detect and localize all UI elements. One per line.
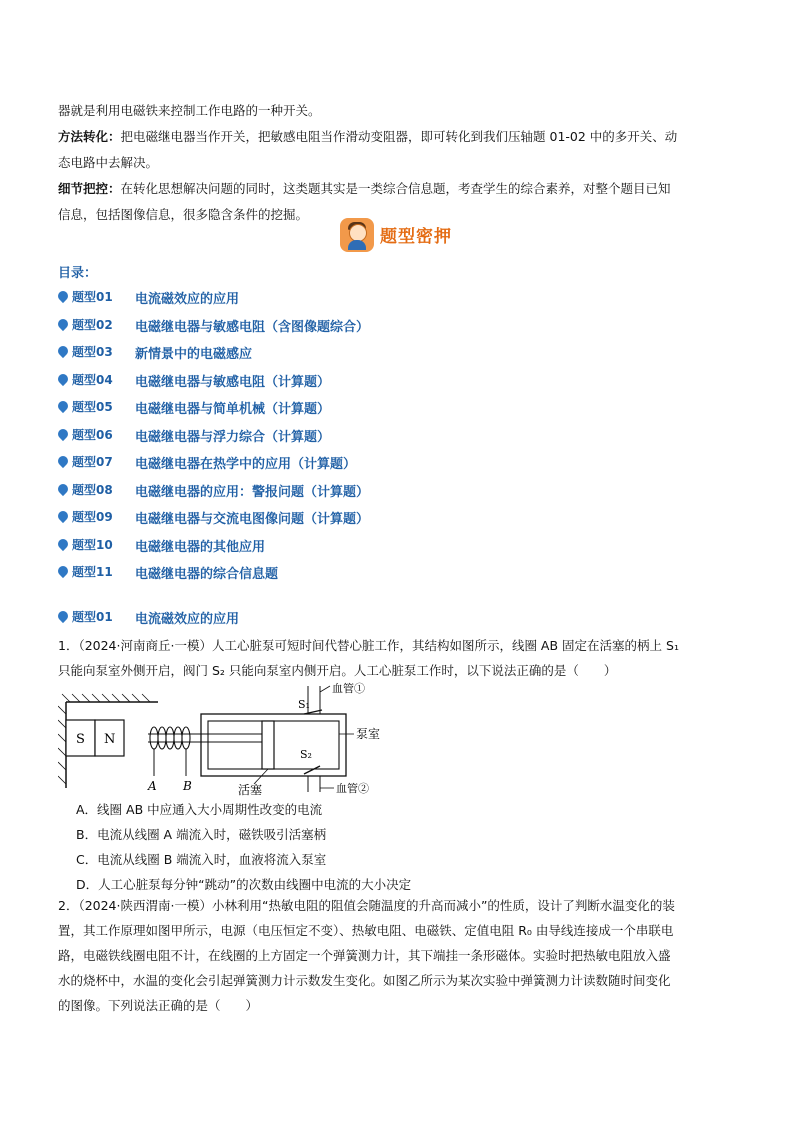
method-text: 把电磁继电器当作开关，把敏感电阻当作滑动变阻器，即可转化到我们压轴题 01-02 中的多开关、动 xyxy=(120,129,678,144)
method-label: 方法转化： xyxy=(58,129,121,144)
section-title: 电流磁效应的应用 xyxy=(135,612,240,627)
method-paragraph-cont: 态电路中去解决。 xyxy=(58,155,159,170)
location-pin-icon xyxy=(56,609,70,623)
method-paragraph xyxy=(58,124,740,150)
q1-line-2: 只能向泵室外侧开启，阀门 S₂ 只能向泵室内侧开启。人工心脏泵工作时，以下说法正确的是（ ） xyxy=(58,663,617,678)
toc-item-code: 题型04 xyxy=(72,372,113,387)
q1-option-b: B．电流从线圈 A 端流入时，磁铁吸引活塞柄 xyxy=(76,827,327,842)
toc-item-title: 电磁继电器与敏感电阻（计算题） xyxy=(135,374,331,390)
q1-option-c: C．电流从线圈 B 端流入时，血液将流入泵室 xyxy=(76,852,327,867)
toc-item-title: 电磁继电器在热学中的应用（计算题） xyxy=(135,457,357,472)
toc-item-code: 题型09 xyxy=(72,510,113,524)
coil xyxy=(150,727,190,749)
detail-paragraph-cont: 信息，包括图像信息，很多隐含条件的挖掘。 xyxy=(58,207,309,222)
location-pin-icon xyxy=(56,371,70,385)
location-pin-icon xyxy=(56,509,70,523)
q2-line-3: 路，电磁铁线圈电阻不计，在线圈的上方固定一个弹簧测力计，其下端挂一条形磁体。实验时把热敏电阻放入盛 xyxy=(58,948,671,963)
intro-line-1: 器就是利用电磁铁来控制工作电路的一种开关。 xyxy=(58,103,321,118)
q1-line-1: 1．（2024·河南商丘·一模）人工心脏泵可短时间代替心脏工作，其结构如图所示，线圈 AB 固定在活塞的柄上 S₁ xyxy=(58,638,679,653)
q2-line-4: 水的烧杯中，水温的变化会引起弹簧测力计示数发生变化。如图乙所示为某次实验中弹簧测力计读数随时间变化 xyxy=(58,973,671,988)
piston xyxy=(262,721,274,769)
location-pin-icon xyxy=(56,481,70,495)
magnet-s-label: S xyxy=(76,732,85,747)
detail-paragraph xyxy=(58,176,740,202)
q2-line-5: 的图像。下列说法正确的是（ ） xyxy=(58,998,259,1013)
toc-item-title: 电磁继电器与敏感电阻（含图像题综合） xyxy=(135,319,370,335)
toc-item-code: 题型06 xyxy=(72,427,113,442)
toc-item-code: 题型05 xyxy=(72,400,113,414)
piston-label: 活塞 xyxy=(238,783,263,796)
toc-item-title: 电磁继电器与交流电图像问题（计算题） xyxy=(135,512,370,527)
toc-item-title: 新情景中的电磁感应 xyxy=(135,347,253,362)
toc-item-title: 电磁继电器的应用：警报问题（计算题） xyxy=(135,484,370,500)
location-pin-icon xyxy=(56,316,70,330)
q2-line-2: 置，其工作原理如图甲所示，电源（电压恒定不变）、热敏电阻、电磁铁、定值电阻 R₀ 由导线连接成一个串联电 xyxy=(58,923,674,938)
toc-item-code: 题型01 xyxy=(72,290,113,304)
detail-label: 细节把控： xyxy=(58,181,121,196)
toc-item-code: 题型10 xyxy=(72,537,113,552)
location-pin-icon xyxy=(56,289,70,303)
location-pin-icon xyxy=(56,454,70,468)
detail-text: 在转化思想解决问题的同时，这类题其实是一类综合信息题，考查学生的综合素养，对整个题目已知 xyxy=(120,181,671,196)
section-code: 题型01 xyxy=(72,610,113,624)
vessel-2-label: 血管② xyxy=(336,782,369,795)
toc-item-code: 题型11 xyxy=(72,565,113,579)
coil-label-a: A xyxy=(148,779,157,793)
location-pin-icon xyxy=(56,564,70,578)
q1-option-a: A．线圈 AB 中应通入大小周期性改变的电流 xyxy=(76,802,323,817)
q1-option-d: D．人工心脏泵每分钟“跳动”的次数由线圈中电流的大小决定 xyxy=(76,877,412,892)
toc-item-code: 题型08 xyxy=(72,482,113,497)
toc-item-title: 电流磁效应的应用 xyxy=(135,292,240,307)
badge-text: 题型密押 xyxy=(380,227,452,247)
toc-item-title: 电磁继电器与浮力综合（计算题） xyxy=(135,429,331,445)
location-pin-icon xyxy=(56,344,70,358)
location-pin-icon xyxy=(56,426,70,440)
toc-item-title: 电磁继电器与简单机械（计算题） xyxy=(135,402,331,417)
location-pin-icon xyxy=(56,399,70,413)
q1-figure xyxy=(58,680,388,796)
s2-label: S₂ xyxy=(300,748,312,761)
toc-item-code: 题型02 xyxy=(72,317,113,332)
magnet-n-label: N xyxy=(104,732,116,747)
location-pin-icon xyxy=(56,536,70,550)
q2-line-1: 2．（2024·陕西渭南·一模）小林利用“热敏电阻的阻值会随温度的升高而减小”的性质，设计了判断水温变化的装 xyxy=(58,898,675,913)
vessel-1-label: 血管① xyxy=(332,682,365,695)
toc-item-title: 电磁继电器的综合信息题 xyxy=(135,567,279,582)
s1-label: S₁ xyxy=(298,698,310,711)
teacher-icon xyxy=(340,218,374,252)
coil-label-b: B xyxy=(183,779,192,793)
toc-item-code: 题型03 xyxy=(72,345,113,359)
section-badge xyxy=(340,218,460,256)
chamber-label: 泵室 xyxy=(356,727,381,741)
toc-item-code: 题型07 xyxy=(72,455,113,469)
toc-title: 目录： xyxy=(58,266,98,281)
toc-item-title: 电磁继电器的其他应用 xyxy=(135,539,266,555)
